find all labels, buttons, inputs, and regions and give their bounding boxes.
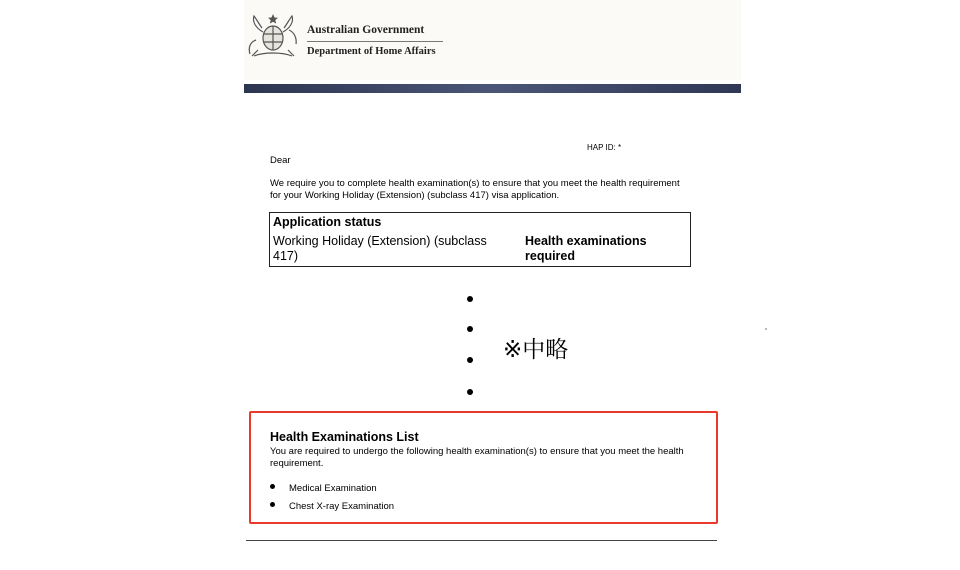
scan-speck bbox=[765, 328, 767, 330]
omitted-note: ※中略 bbox=[503, 337, 569, 363]
ellipsis-dot bbox=[467, 326, 473, 332]
bullet-icon bbox=[270, 484, 275, 489]
visa-subclass: Working Holiday (Extension) (subclass 417) bbox=[273, 234, 487, 263]
health-examinations-title: Health Examinations List bbox=[270, 430, 419, 444]
salutation: Dear bbox=[270, 155, 291, 166]
ellipsis-dot bbox=[467, 296, 473, 302]
coat-of-arms-icon bbox=[244, 10, 302, 60]
application-status-box bbox=[269, 212, 691, 267]
letterhead bbox=[244, 0, 741, 80]
status-value: Health examinations required bbox=[525, 234, 647, 263]
department-name: Department of Home Affairs bbox=[307, 46, 436, 57]
ellipsis-dot bbox=[467, 357, 473, 363]
health-examinations-description: You are required to undergo the following health examination(s) to ensure that you meet the health requirement. bbox=[270, 446, 684, 469]
ellipsis-dot bbox=[467, 389, 473, 395]
exam-list-item bbox=[270, 483, 377, 494]
hap-id: HAP ID: * bbox=[587, 143, 622, 152]
exam-name: Medical Examination bbox=[289, 483, 377, 494]
bottom-divider bbox=[246, 540, 717, 541]
organization-name: Australian Government bbox=[307, 24, 425, 36]
health-examinations-highlight bbox=[249, 411, 718, 524]
intro-paragraph: We require you to complete health examination(s) to ensure that you meet the health requirement for your Working Holiday (Extension) (subclass 417) visa application. bbox=[270, 178, 680, 201]
bullet-icon bbox=[270, 502, 275, 507]
letterhead-divider bbox=[307, 41, 443, 42]
exam-list-item bbox=[270, 501, 394, 512]
application-status-title: Application status bbox=[273, 215, 382, 229]
exam-name: Chest X-ray Examination bbox=[289, 501, 395, 512]
header-bar bbox=[244, 84, 741, 93]
